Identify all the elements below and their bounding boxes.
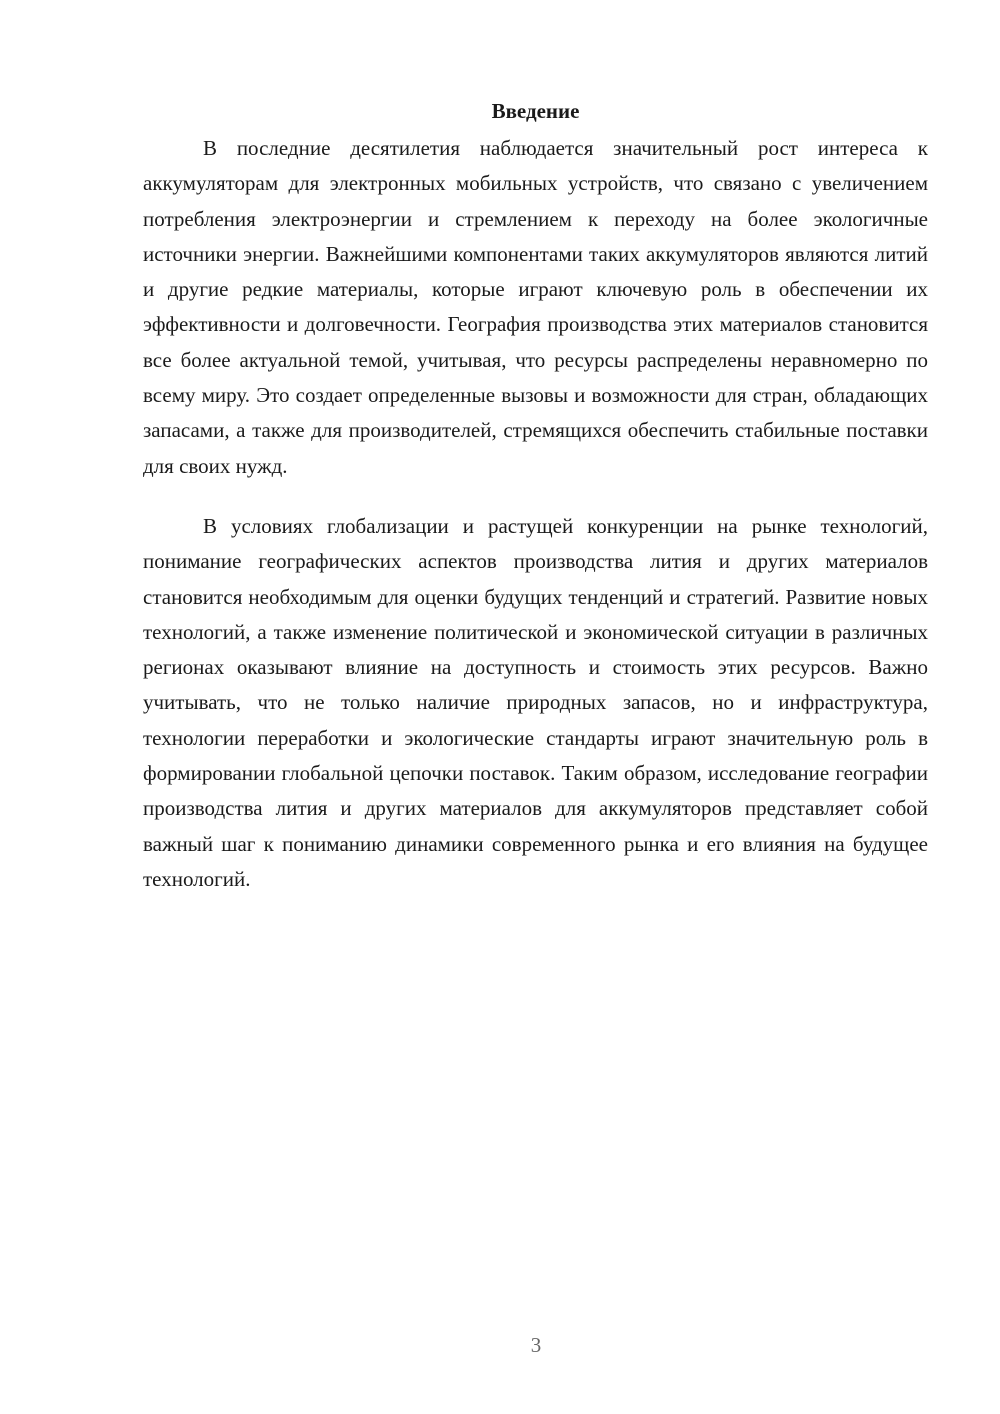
page-content — [143, 96, 928, 897]
section-title: Введение — [491, 99, 580, 123]
paragraph-2: В условиях глобализации и растущей конкуренции на рынке технологий, понимание географических аспектов производства лития и других материалов становится необходимым для оценки будущих тенденций и стратегий. Развитие новых технологий, а также изменение политической и экономической ситуации в различных регионах оказывают влияние на доступность и стоимость этих ресурсов. Важно учитывать, что не только наличие природных запасов, но и инфраструктура, технологии переработки и экологические стандарты играют значительную роль в формировании глобальной цепочки поставок. Таким образом, исследование географии производства лития и других материалов для аккумуляторов представляет собой важный шаг к пониманию динамики современного рынка и его влияния на будущее технологий. — [143, 513, 928, 891]
paragraph-1: В последние десятилетия наблюдается значительный рост интереса к аккумуляторам для электронных мобильных устройств, что связано с увеличением потребления электроэнергии и стремлением к переходу на более экологичные источники энергии. Важнейшими компонентами таких аккумуляторов являются литий и другие редкие материалы, которые играют ключевую роль в обеспечении их эффективности и долговечности. География производства этих материалов становится все более актуальной темой, учитывая, что ресурсы распределены неравномерно по всему миру. Это создает определенные вызовы и возможности для стран, обладающих запасами, а также для производителей, стремящихся обеспечить стабильные поставки для своих нужд. — [143, 136, 928, 478]
page-number: 3 — [530, 1333, 542, 1357]
